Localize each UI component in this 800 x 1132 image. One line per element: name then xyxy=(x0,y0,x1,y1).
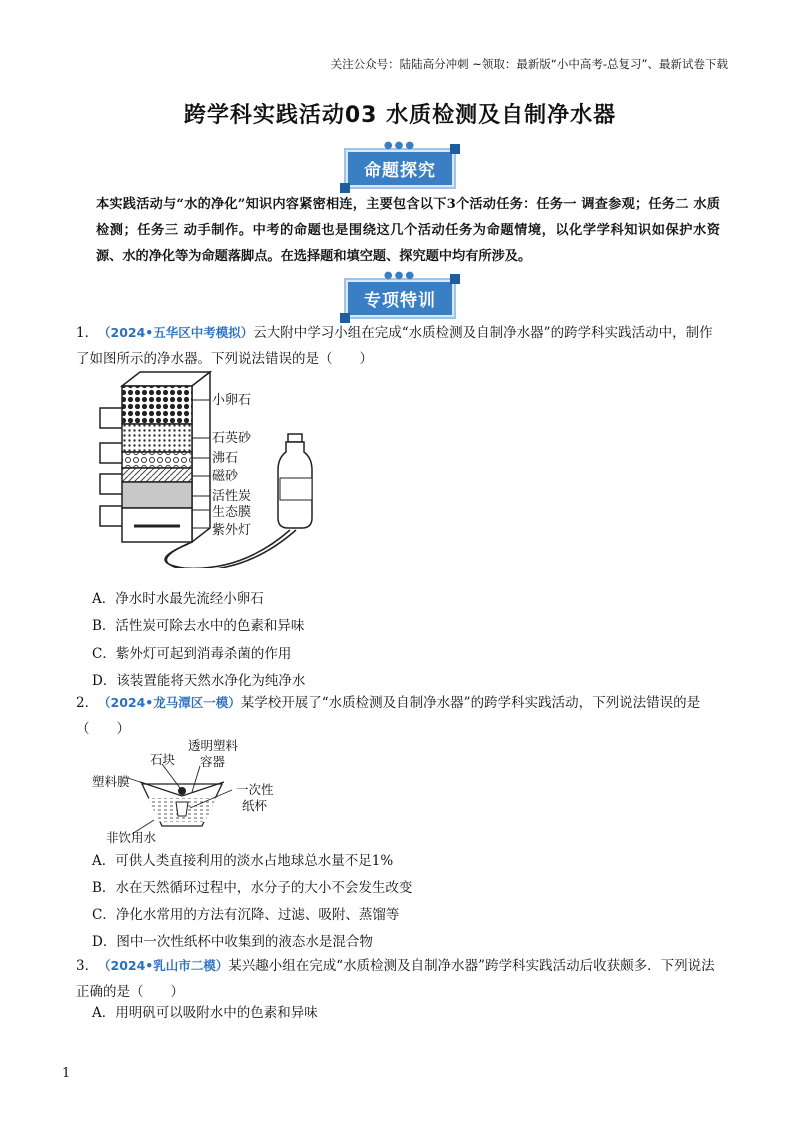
question-1-option-c: C．紫外灯可起到消毒杀菌的作用 xyxy=(92,646,292,662)
question-1-option-a: A．净水时水最先流经小卵石 xyxy=(92,591,264,607)
label-zeolite: 沸石 xyxy=(212,451,239,466)
label-disposable: 一次性 xyxy=(236,782,274,797)
section-badge-2-label: 专项特训 xyxy=(364,291,436,311)
question-source: （2024•乳山市二模） xyxy=(98,958,229,973)
question-2-option-b: B．水在天然循环过程中，水分子的大小不会发生改变 xyxy=(92,880,413,896)
question-number: 2． xyxy=(76,695,99,711)
label-container: 容器 xyxy=(200,754,226,769)
question-1-option-d: D．该装置能将天然水净化为纯净水 xyxy=(92,673,306,689)
question-2-option-d: D．图中一次性纸杯中收集到的液态水是混合物 xyxy=(92,934,373,950)
page-title: 跨学科实践活动03 水质检测及自制净水器 xyxy=(183,103,617,128)
label-magnetic-sand: 磁砂 xyxy=(212,469,239,484)
label-activated-carbon: 活性炭 xyxy=(212,489,252,504)
header-note: 关注公众号：陆陆高分冲刺 ~领取：最新版“小中高考-总复习”、最新试卷下载 xyxy=(330,57,728,71)
question-1 xyxy=(76,320,724,372)
question-stem: 某学校开展了“水质检测及自制净水器”的跨学科实践活动，下列说法错误的是（ ） xyxy=(76,695,701,737)
section-badge-2 xyxy=(344,270,456,319)
question-source: （2024•龙马潭区一模） xyxy=(98,695,241,710)
question-stem: 云大附中学习小组在完成“水质检测及自制净水器”的跨学科实践活动中，制作了如图所示的净水器。下列说法错误的是（ ） xyxy=(76,325,713,367)
label-quartz-sand: 石英砂 xyxy=(212,431,252,446)
intro-paragraph: 本实践活动与“水的净化”知识内容紧密相连，主要包含以下3个活动任务：任务一 调查参观；任务二 水质检测；任务三 动手制作。中考的命题也是围绕这几个活动任务为命题情境，以化学学科知识如保护水资源、水的净化等为命题落脚点。在选择题和填空题、探究题中均有所涉及。 xyxy=(96,197,720,264)
label-plastic-film: 塑料膜 xyxy=(92,774,130,789)
label-transparent-plastic: 透明塑料 xyxy=(188,738,239,753)
section-badge-1 xyxy=(344,140,456,189)
section-badge-1-label: 命题探究 xyxy=(364,161,436,181)
question-2 xyxy=(76,690,724,742)
section-badge-1-wrap xyxy=(0,140,800,189)
question-3-option-a: A．用明矾可以吸附水中的色素和异味 xyxy=(92,1005,318,1021)
question-source: （2024•五华区中考模拟） xyxy=(98,325,254,340)
question-2-option-c: C．净化水常用的方法有沉降、过滤、吸附、蒸馏等 xyxy=(92,907,400,923)
solar-still-figure xyxy=(92,736,292,844)
label-paper-cup: 纸杯 xyxy=(242,798,268,813)
question-1-option-b: B．活性炭可除去水中的色素和异味 xyxy=(92,618,305,634)
question-stem: 某兴趣小组在完成“水质检测及自制净水器”跨学科实践活动后收获颇多．下列说法正确的是（ ） xyxy=(76,958,715,1000)
label-stone: 石块 xyxy=(150,752,176,767)
label-eco-membrane: 生态膜 xyxy=(212,505,252,520)
badge-dots-icon: ●●● xyxy=(383,270,417,281)
page-number: 1 xyxy=(62,1066,71,1081)
badge-dots-icon: ●●● xyxy=(383,140,417,151)
label-uv-lamp: 紫外灯 xyxy=(212,523,252,538)
label-pebble: 小卵石 xyxy=(212,393,252,408)
badge-corner-icon xyxy=(450,274,460,284)
label-non-drinking-water: 非饮用水 xyxy=(106,830,157,844)
question-number: 1． xyxy=(76,325,99,341)
question-2-option-a: A．可供人类直接利用的淡水占地球总水量不足1% xyxy=(92,853,394,869)
section-badge-2-wrap xyxy=(0,270,800,319)
water-purifier-figure xyxy=(92,368,322,568)
question-number: 3． xyxy=(76,958,99,974)
badge-corner-icon xyxy=(450,144,460,154)
question-3 xyxy=(76,953,724,1005)
